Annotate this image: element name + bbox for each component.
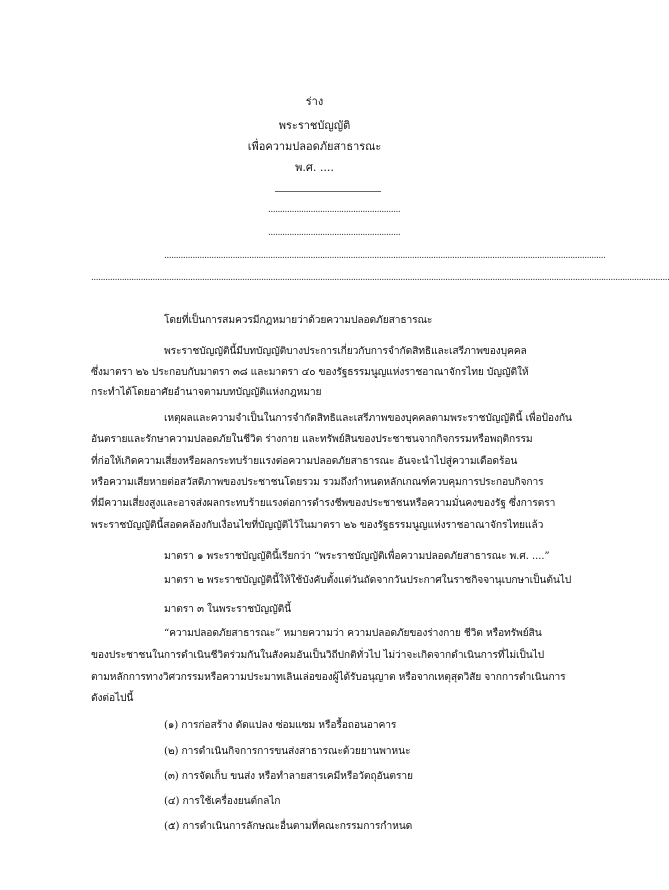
definition-line: “ความปลอดภัยสาธารณะ” หมายความว่า ความปลอดภัยของร่างกาย ชีวิต หรือทรัพย์สิน <box>164 627 542 639</box>
definition-line: ของประชาชนในการดำเนินชีวิตร่วมกันในสังคมอันเป็นวิถีปกติทั่วไป ไม่ว่าจะเกิดจากดำเนินการที่ไม่เป็นไป <box>91 649 545 661</box>
paragraph-1-line: พระราชบัญญัตินี้มีบทบัญญัติบางประการเกี่ยวกับการจำกัดสิทธิและเสรีภาพของบุคคล <box>164 345 527 357</box>
paragraph-1-line: กระทำได้โดยอาศัยอำนาจตามบทบัญญัติแห่งกฎหมาย <box>91 386 322 398</box>
list-item: (๒) การดำเนินกิจการการขนส่งสาธารณะด้วยยานพาหนะ <box>164 745 411 757</box>
act-heading: พระราชบัญญัติ <box>278 119 351 132</box>
paragraph-2-line: ที่ก่อให้เกิดความเสี่ยงหรือผลกระทบร้ายแรงต่อความปลอดภัยสาธารณะ อันจะนำไปสู่ความเดือดร้อน <box>91 455 518 467</box>
enactment-dotted-line-3: ........................................................................................................................................................................................... <box>164 251 606 261</box>
list-item: (๔) การใช้เครื่องยนต์กลไก <box>164 795 281 807</box>
paragraph-2-line: อันตรายและรักษาความปลอดภัยในชีวิต ร่างกาย และทรัพย์สินของประชาชนจากกิจกรรมหรือพฤติกรรม <box>91 433 533 445</box>
paragraph-2-line: หรือความเสียหายต่อสวัสดิภาพของประชาชนโดยรวม รวมถึงกำหนดหลักเกณฑ์ควบคุมการประกอบกิจการ <box>91 476 544 488</box>
definition-line: ดังต่อไปนี้ <box>91 692 134 704</box>
list-item: (๓) การจัดเก็บ ขนส่ง หรือทำลายสารเคมีหรือวัตถุอันตราย <box>164 770 413 782</box>
list-item: (๕) การดำเนินการลักษณะอื่นตามที่คณะกรรมการกำหนด <box>164 820 413 832</box>
section-2: มาตรา ๒ พระราชบัญญัตินี้ให้ใช้บังคับตั้งแต่วันถัดจากวันประกาศในราชกิจจานุเบกษาเป็นต้นไป <box>164 574 572 586</box>
draft-label: ร่าง <box>305 95 324 108</box>
paragraph-1-line: ซึ่งมาตรา ๒๖ ประกอบกับมาตรา ๓๘ และมาตรา ๔๐ ของรัฐธรรมนูญแห่งราชอาณาจักรไทย บัญญัติให้ <box>91 366 529 378</box>
paragraph-2-line: เหตุผลและความจำเป็นในการจำกัดสิทธิและเสรีภาพของบุคคลตามพระราชบัญญัตินี้ เพื่อป้องกัน <box>164 412 572 424</box>
paragraph-2-line: พระราชบัญญัตินี้สอดคล้องกับเงื่อนไขที่บัญญัติไว้ในมาตรา ๒๖ ของรัฐธรรมนูญแห่งราชอาณาจักรไทยแล้ว <box>91 519 544 531</box>
paragraph-2-line: ที่มีความเสี่ยงสูงและอาจส่งผลกระทบร้ายแรงต่อการดำรงชีพของประชาชนหรือความมั่นคงของรัฐ ซึ่งการตรา <box>91 497 556 509</box>
act-year: พ.ศ. .... <box>295 161 334 174</box>
definition-line: ตามหลักการทางวิศวกรรมหรือความประมาทเลินเล่อของผู้ได้รับอนุญาต หรือจากเหตุสุดวิสัย จากการดำเนินการ <box>91 671 566 683</box>
act-title: เพื่อความปลอดภัยสาธารณะ <box>247 140 382 153</box>
enactment-dotted-line-4: ..................................................................................................................................................................................................................................................... <box>91 273 669 283</box>
list-item: (๑) การก่อสร้าง ดัดแปลง ซ่อมแซม หรือรื้อถอนอาคาร <box>164 719 397 731</box>
section-3: มาตรา ๓ ในพระราชบัญญัตินี้ <box>164 603 292 615</box>
section-1: มาตรา ๑ พระราชบัญญัตินี้เรียกว่า “พระราชบัญญัติเพื่อความปลอดภัยสาธารณะ พ.ศ. ....” <box>164 550 550 562</box>
header-divider <box>275 191 381 192</box>
enactment-dotted-line-1: ........................................................ <box>268 205 401 215</box>
preamble: โดยที่เป็นการสมควรมีกฎหมายว่าด้วยความปลอดภัยสาธารณะ <box>164 314 433 326</box>
enactment-dotted-line-2: ........................................................ <box>268 228 401 238</box>
